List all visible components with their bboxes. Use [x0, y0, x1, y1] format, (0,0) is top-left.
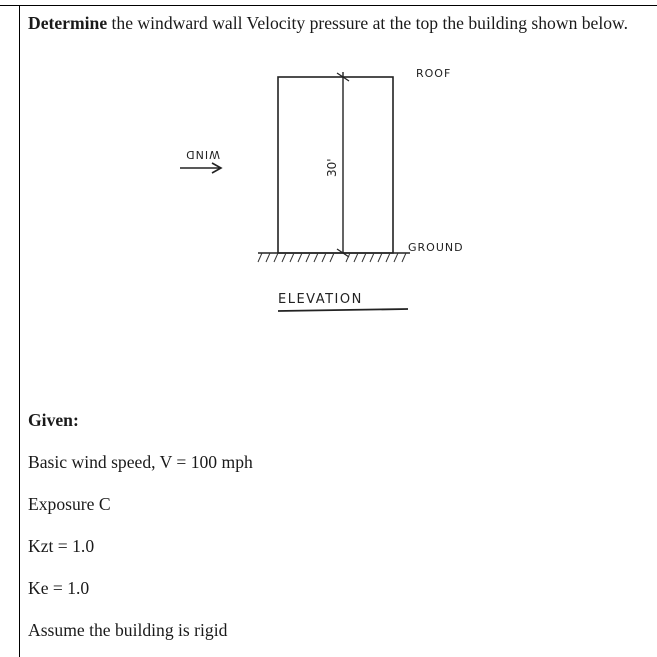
- elevation-diagram: [150, 55, 510, 325]
- problem-bold-lead: Determine: [28, 13, 108, 33]
- elevation-caption: ELEVATION: [278, 292, 363, 307]
- given-kzt: Kzt = 1.0: [28, 536, 95, 556]
- given-rigid: Assume the building is rigid: [28, 620, 228, 640]
- caption-underline: [278, 309, 408, 311]
- ground-hatch: [258, 253, 406, 262]
- problem-text: the windward wall Velocity pressure at the top the building shown below.: [107, 13, 629, 33]
- height-label: 30': [325, 158, 339, 177]
- ground-label: GROUND: [408, 241, 464, 254]
- roof-label: ROOF: [416, 67, 452, 80]
- wind-label: WIND: [185, 148, 220, 161]
- given-ke: Ke = 1.0: [28, 578, 90, 598]
- given-wind-speed: Basic wind speed, V = 100 mph: [28, 452, 253, 472]
- given-title: Given:: [28, 410, 79, 430]
- given-exposure: Exposure C: [28, 494, 111, 514]
- problem-statement: [28, 11, 650, 36]
